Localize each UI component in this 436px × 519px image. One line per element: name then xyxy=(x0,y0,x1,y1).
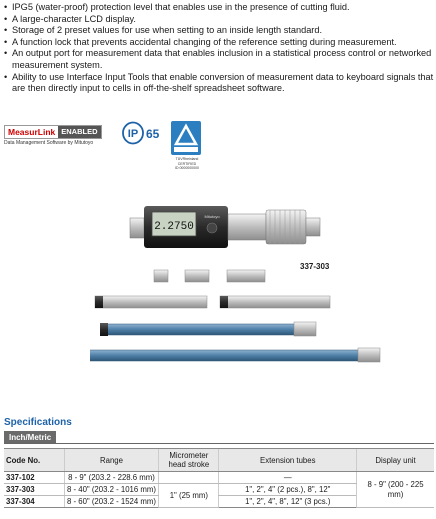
tuv-logo xyxy=(167,121,207,177)
product-image xyxy=(90,198,430,378)
header-stroke: Micrometer head stroke xyxy=(159,449,219,472)
specifications-title: Specifications xyxy=(4,417,72,428)
tuv-tile xyxy=(171,121,201,155)
micrometer-head xyxy=(130,206,320,248)
inch-metric-tab: Inch/Metric xyxy=(4,431,56,444)
ip-number: 65 xyxy=(146,127,160,141)
feature-item: • A function lock that prevents accidental changing of the reference setting during measurement. xyxy=(4,37,434,49)
tuv-caption-text: TÜVRheinland CERTIFIED xyxy=(175,157,199,166)
measurlink-subtitle: Data Management Software by Mitutoyo xyxy=(4,140,94,146)
ip-label: IP xyxy=(127,128,139,140)
cell-tubes: 1", 2", 4", 8", 12" (3 pcs.) xyxy=(219,496,357,508)
cell-tubes: — xyxy=(219,472,357,484)
cell-code: 337-304 xyxy=(4,496,64,508)
tuv-caption xyxy=(167,157,207,171)
tube-2in xyxy=(185,270,209,282)
brand-label: Mitutoyo xyxy=(204,214,220,219)
measurlink-badge: ENABLED xyxy=(58,126,100,138)
cell-range: 8 - 40" (203.2 - 1016 mm) xyxy=(64,484,159,496)
tube-12in-blue xyxy=(102,324,307,335)
cell-range: 8 - 9" (203.2 - 228.6 mm) xyxy=(64,472,159,484)
cell-range: 8 - 60" (203.2 - 1524 mm) xyxy=(64,496,159,508)
tab-divider xyxy=(4,443,434,444)
model-label: 337-303 xyxy=(300,262,330,271)
tube-1in xyxy=(154,270,168,282)
cell-code: 337-102 xyxy=(4,472,64,484)
tube-long-blue xyxy=(90,350,370,361)
cell-display-unit: 8 - 9" (200 - 225 mm) xyxy=(357,472,434,508)
header-display: Display unit xyxy=(357,449,434,472)
measurlink-logo xyxy=(4,125,102,139)
tube-8in-b xyxy=(220,296,330,308)
feature-item: • A large-character LCD display. xyxy=(4,14,434,26)
specifications-table xyxy=(4,448,434,508)
cell-code: 337-303 xyxy=(4,484,64,496)
table-header-row xyxy=(4,449,434,472)
feature-item: • IPG5 (water-proof) protection level that enables use in the presence of cutting fluid. xyxy=(4,2,434,14)
header-tubes: Extension tubes xyxy=(219,449,357,472)
feature-item: • Ability to use Interface Input Tools that enable conversion of measurement data to keyboard signals that are then directly input to cells in off-the-shelf spreadsheet software. xyxy=(4,72,434,95)
table-row xyxy=(4,472,434,484)
cell-tubes: 1", 2", 4" (2 pcs.), 8", 12" xyxy=(219,484,357,496)
tuv-mark-icon xyxy=(171,121,201,155)
cell-stroke xyxy=(159,472,219,484)
cell-stroke-merged: 1" (25 mm) xyxy=(159,484,219,508)
measurlink-name: MeasurLink xyxy=(5,126,58,138)
feature-item: • Storage of 2 preset values for use when setting to an inside length standard. xyxy=(4,25,434,37)
header-code: Code No. xyxy=(4,449,64,472)
tube-8in xyxy=(95,296,207,308)
lcd-readout: 2.2750 xyxy=(154,221,194,233)
feature-item: • An output port for measurement data that enables inclusion in a statistical process control or networked measurement system. xyxy=(4,48,434,71)
tuv-id-text: ID 0000000000 xyxy=(175,166,199,170)
certification-logos xyxy=(4,121,304,181)
tube-4in-a xyxy=(227,270,265,282)
extension-tubes xyxy=(90,270,380,362)
header-range: Range xyxy=(64,449,159,472)
feature-list xyxy=(4,2,434,95)
